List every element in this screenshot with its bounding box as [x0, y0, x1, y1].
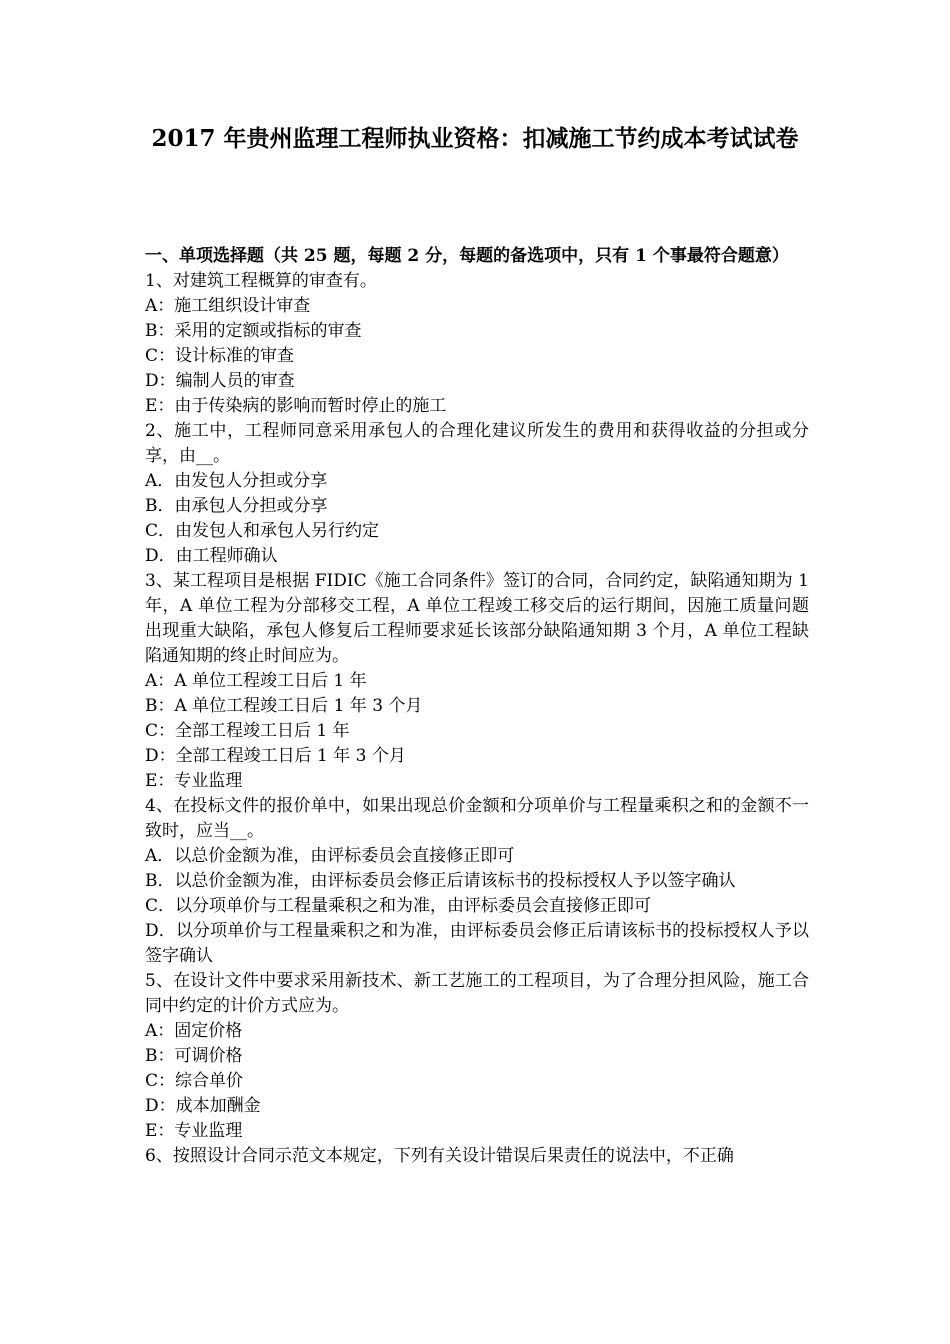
option-e: E：由于传染病的影响而暂时停止的施工 [145, 396, 447, 416]
option-c: C：设计标准的审查 [145, 346, 295, 366]
option-c: C．以分项单价与工程量乘积之和为准，由评标委员会直接修正即可 [145, 896, 652, 916]
option-b: B．以总价金额为准，由评标委员会修正后请该标书的投标授权人予以签字确认 [145, 871, 736, 891]
option-e: E：专业监理 [145, 1121, 243, 1141]
question-5 [145, 969, 809, 1144]
question-4 [145, 794, 809, 969]
question-stem: 5、在设计文件中要求采用新技术、新工艺施工的工程项目，为了合理分担风险，施工合同中约定的计价方式应为。 [145, 971, 809, 1016]
question-stem: 3、某工程项目是根据 FIDIC《施工合同条件》签订的合同，合同约定，缺陷通知期为 1 年，A 单位工程为分部移交工程，A 单位工程竣工移交后的运行期间，因施工质量问题出现重大缺陷，承包人修复后工程师要求延长该部分缺陷通知期 3 个月，A 单位工程缺陷通知期的终止时间应为。 [145, 571, 809, 666]
option-d: D．以分项单价与工程量乘积之和为准，由评标委员会修正后请该标书的投标授权人予以签字确认 [145, 921, 809, 966]
option-b: B：A 单位工程竣工日后 1 年 3 个月 [145, 696, 423, 716]
option-c: C：综合单价 [145, 1071, 244, 1091]
option-b: B．由承包人分担或分享 [145, 496, 328, 516]
option-d: D：编制人员的审查 [145, 371, 295, 391]
option-c: C．由发包人和承包人另行约定 [145, 521, 380, 541]
section-heading: 一、单项选择题（共 25 题，每题 2 分，每题的备选项中，只有 1 个事最符合题意） [145, 246, 789, 266]
option-e: E：专业监理 [145, 771, 243, 791]
option-d: D．由工程师确认 [145, 546, 278, 566]
option-d: D：成本加酬金 [145, 1096, 261, 1116]
question-stem: 6、按照设计合同示范文本规定，下列有关设计错误后果责任的说法中，不正确 [145, 1146, 734, 1166]
question-stem: 2、施工中，工程师同意采用承包人的合理化建议所发生的费用和获得收益的分担或分享，由__。 [145, 421, 809, 466]
option-a: A：固定价格 [145, 1021, 243, 1041]
option-d: D：全部工程竣工日后 1 年 3 个月 [145, 746, 406, 766]
option-a: A．由发包人分担或分享 [145, 471, 328, 491]
question-stem: 4、在投标文件的报价单中，如果出现总价金额和分项单价与工程量乘积之和的金额不一致时，应当__。 [145, 796, 809, 841]
option-a: A：A 单位工程竣工日后 1 年 [145, 671, 367, 691]
question-6 [145, 1144, 809, 1169]
question-stem: 1、对建筑工程概算的审查有。 [145, 271, 377, 291]
option-a: A．以总价金额为准，由评标委员会直接修正即可 [145, 846, 515, 866]
question-1 [145, 269, 809, 419]
document-title: 2017 年贵州监理工程师执业资格：扣减施工节约成本考试试卷 [151, 125, 799, 152]
option-c: C：全部工程竣工日后 1 年 [145, 721, 350, 741]
question-3 [145, 569, 809, 794]
question-2 [145, 419, 809, 569]
option-b: B：可调价格 [145, 1046, 243, 1066]
option-a: A：施工组织设计审查 [145, 296, 311, 316]
document-body [145, 244, 809, 1169]
option-b: B：采用的定额或指标的审查 [145, 321, 362, 341]
